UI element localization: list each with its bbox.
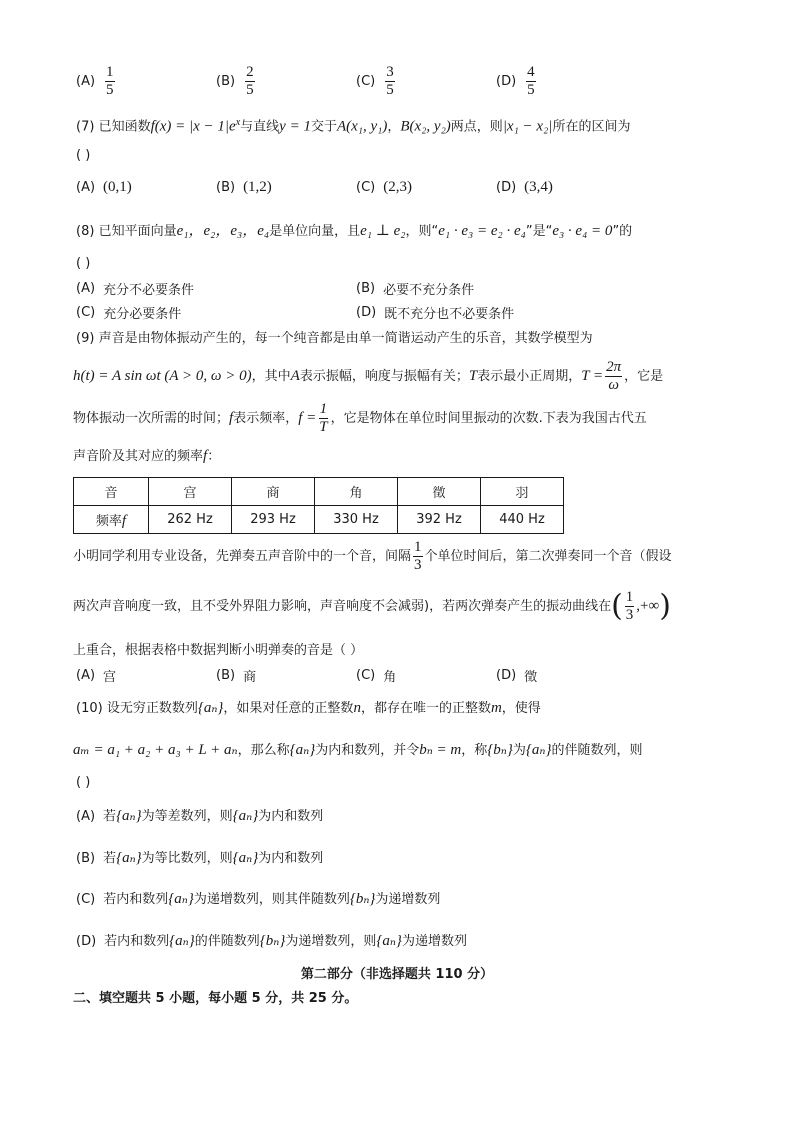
q8-option-a[interactable]: [76, 279, 194, 298]
denominator: 5: [246, 82, 254, 98]
sequence: {aₙ}: [232, 808, 259, 824]
q8-option-b[interactable]: [356, 279, 474, 298]
q8-option-d[interactable]: [356, 303, 514, 322]
sequence: {bₙ}: [259, 933, 286, 949]
sequence: {aₙ}: [116, 850, 142, 866]
frequency-table: [73, 477, 564, 534]
var-f: f: [229, 410, 234, 426]
denominator: 3: [625, 607, 634, 623]
sequence-a: {aₙ}: [525, 742, 552, 758]
stem-text: 与直线: [240, 119, 280, 135]
table-header-cell: 宫: [149, 478, 232, 506]
stem-text: 两点，则: [450, 119, 503, 135]
fraction: [105, 64, 115, 99]
table-cell: 262 Hz: [149, 506, 232, 534]
q10-option-b[interactable]: [76, 848, 323, 869]
stem-text: 的伴随数列，则: [551, 743, 643, 758]
stem-text: 个单位时间后，第二次弹奏同一个音（假设: [424, 549, 672, 564]
fraction: [526, 64, 536, 99]
sequence: {aₙ}: [376, 933, 402, 949]
option-label: (A): [76, 281, 96, 296]
option-value: (2,3): [383, 179, 412, 195]
numerator: 1: [625, 589, 634, 605]
sequence-a: {aₙ}: [289, 742, 316, 758]
denominator: 5: [527, 82, 535, 98]
stem-text: 物体振动一次所需的时间；: [73, 411, 230, 426]
numerator: 2: [246, 64, 254, 80]
point-b: B(x₂, y₂): [400, 118, 451, 135]
numerator: 3: [386, 64, 394, 80]
stem-text: 表示最小正周期，: [477, 369, 582, 384]
numerator: 4: [527, 64, 535, 80]
option-text: 为递增数列，则: [285, 934, 377, 949]
q10-option-d[interactable]: [76, 931, 467, 952]
stem-text: 是单位向量，且: [269, 224, 361, 239]
table-cell: 293 Hz: [232, 506, 315, 534]
stem-text: ，那么称: [237, 743, 290, 758]
option-text: 若: [103, 809, 117, 824]
sequence: {aₙ}: [232, 850, 259, 866]
period-fraction: [605, 359, 622, 394]
var-n: n: [353, 700, 361, 716]
interval-fraction: [625, 589, 635, 624]
stem-text: ，都存在唯一的正整数: [360, 701, 491, 716]
option-value: 角: [383, 670, 397, 685]
option-text: 若内和数列: [104, 934, 170, 949]
numerator: 1: [414, 539, 422, 555]
q7-stem: [76, 113, 630, 137]
var-m: m: [490, 700, 502, 716]
option-value: 充分不必要条件: [103, 283, 195, 298]
stem-text: ，它是物体在单位时间里振动的次数.下表为我国古代五: [330, 411, 647, 426]
stem-text: 所在的区间为: [552, 119, 631, 135]
option-text: 为递增数列，则其伴随数列: [193, 892, 350, 907]
sequence: {aₙ}: [168, 891, 194, 907]
frequency-fraction: [318, 401, 328, 436]
condition-1: e₁ · e₃ = e₂ · e₄: [438, 223, 526, 239]
stem-text: 声音是由物体振动产生的，每一个纯音都是由单一简谐运动产生的乐音，其数学模型为: [98, 331, 593, 346]
option-label: (C): [356, 668, 376, 683]
stem-text: 设无穷正数数列: [106, 701, 198, 716]
stem-text: ：: [207, 449, 221, 464]
point-a: A(x₁, y₁): [336, 118, 388, 135]
denominator: 3: [414, 557, 422, 573]
q9-line-1: [76, 329, 593, 349]
section-heading: 二、填空题共 5 小题，每小题 5 分，共 25 分。: [73, 991, 358, 1006]
option-label: (D): [496, 180, 517, 195]
option-label: (D): [496, 668, 517, 683]
stem-text: 小明同学利用专业设备，先弹奏五声音阶中的一个音，间隔: [73, 549, 412, 564]
option-label: (A): [76, 809, 96, 824]
option-label: (C): [356, 180, 376, 195]
option-label: (A): [76, 180, 96, 195]
exponent: x: [235, 117, 241, 128]
option-label: (C): [76, 305, 96, 320]
function-expr: f(x) = |x − 1|e: [150, 118, 236, 135]
q6-option-b[interactable]: [216, 64, 257, 99]
option-text: 为递增数列: [375, 892, 441, 907]
q6-option-a[interactable]: [76, 64, 117, 99]
table-header-cell: 角: [315, 478, 398, 506]
q9-line-2: [73, 359, 663, 394]
question-number: (7): [76, 119, 95, 135]
option-value: 充分必要条件: [103, 307, 182, 322]
table-header-row: [74, 478, 564, 506]
sequence-a: {aₙ}: [197, 700, 224, 716]
stem-text: 表示频率，: [233, 411, 299, 426]
interval-tail: ,+∞: [636, 598, 660, 614]
question-number: (9): [76, 331, 95, 346]
numerator: 2π: [606, 359, 622, 375]
stem-text: ，称: [461, 743, 488, 758]
model-expr: h(t) = A sin ωt (A > 0, ω > 0): [73, 368, 252, 384]
question-number: (8): [76, 224, 95, 239]
sequence: {bₙ}: [349, 891, 376, 907]
q6-option-c[interactable]: [356, 64, 397, 99]
interval-fraction: [413, 539, 423, 574]
option-label: (B): [216, 180, 236, 195]
q10-line-1: [76, 698, 541, 719]
option-label: (C): [76, 892, 96, 907]
table-header-cell: 徵: [398, 478, 481, 506]
option-label: (D): [496, 74, 517, 89]
option-text: 若: [103, 851, 117, 866]
q7-option-d[interactable]: [496, 179, 553, 196]
stem-text: 已知函数: [98, 119, 151, 135]
table-header-cell: 商: [232, 478, 315, 506]
q9-after-line-2: [73, 588, 671, 625]
table-cell: 392 Hz: [398, 506, 481, 534]
option-label: (B): [216, 668, 236, 683]
q9-option-a[interactable]: [76, 666, 116, 685]
numerator: 1: [319, 401, 328, 417]
vectors: e₁，e₂，e₃，e₄: [176, 223, 270, 239]
q10-option-c[interactable]: [76, 889, 440, 910]
option-label: (A): [76, 668, 96, 683]
part-two-heading: 第二部分（非选择题共 110 分）: [300, 967, 494, 982]
fraction: [245, 64, 255, 99]
option-text: 为等差数列，则: [141, 809, 233, 824]
option-label: (B): [356, 281, 376, 296]
q10-blank: ( ): [76, 775, 91, 790]
option-text: 为内和数列: [258, 809, 324, 824]
option-value: 徵: [524, 670, 538, 685]
q9-option-b[interactable]: [216, 666, 256, 685]
q8-blank: ( ): [76, 256, 91, 271]
q7-option-a[interactable]: [76, 179, 132, 196]
period-eq: T =: [581, 368, 604, 384]
numerator: 1: [106, 64, 114, 80]
stem-text: ”是“: [525, 224, 553, 239]
var-f: f: [203, 448, 208, 464]
stem-text: 为内和数列，并令: [315, 743, 420, 758]
frequency-eq: f =: [298, 410, 317, 426]
stem-text: ”的: [612, 224, 633, 239]
var-f: f: [121, 512, 127, 529]
q8-stem: [76, 221, 632, 242]
option-value: 既不充分也不必要条件: [384, 307, 515, 322]
q6-option-d[interactable]: [496, 64, 538, 99]
stem-text: ，它是: [624, 369, 664, 384]
q10-option-a[interactable]: [76, 806, 323, 827]
option-value: 宫: [103, 670, 117, 685]
table-row: [74, 506, 564, 534]
q8-option-c[interactable]: [76, 303, 181, 322]
stem-text: ，其中: [251, 369, 291, 384]
q7-blank: ( ): [76, 148, 91, 163]
option-text: 为等比数列，则: [141, 851, 233, 866]
option-label: (A): [76, 74, 96, 89]
sequence: {aₙ}: [116, 808, 142, 824]
table-row-label: [74, 506, 149, 534]
stem-text: 声音阶及其对应的频率: [73, 449, 204, 464]
stem-text: ，则“: [405, 224, 439, 239]
row-label-text: 频率: [95, 513, 122, 529]
table-header-cell: 羽: [481, 478, 564, 506]
stem-text: 已知平面向量: [98, 224, 177, 239]
var-t: T: [468, 368, 478, 384]
stem-text: 为: [512, 743, 526, 758]
option-value: 必要不充分条件: [383, 283, 475, 298]
separator: ，: [387, 119, 401, 135]
option-label: (B): [76, 851, 96, 866]
fraction: [385, 64, 395, 99]
abs-expr: |x₁ − x₂|: [502, 118, 553, 135]
denominator: 5: [386, 82, 394, 98]
option-label: (C): [356, 74, 376, 89]
option-label: (D): [356, 305, 377, 320]
var-a: A: [290, 368, 300, 384]
q10-line-2: [73, 740, 642, 761]
option-value: (3,4): [524, 179, 553, 195]
q9-after-line-1: [73, 539, 672, 574]
option-value: (1,2): [243, 179, 272, 195]
option-value: 商: [243, 670, 257, 685]
q9-after-line-3: 上重合，根据表格中数据判断小明弹奏的音是（ ）: [73, 643, 364, 658]
option-text: 的伴随数列: [194, 934, 260, 949]
q7-option-c[interactable]: [356, 179, 412, 196]
option-text: 若内和数列: [103, 892, 169, 907]
denominator: 5: [106, 82, 114, 98]
table-cell: 440 Hz: [481, 506, 564, 534]
q9-line-3: [73, 401, 647, 436]
stem-text: 两次声音响度一致，且不受外界阻力影响，声音响度不会减弱)，若两次弹奏产生的振动曲线在: [73, 599, 612, 614]
sum-expr: aₘ = a₁ + a₂ + a₃ + L + aₙ: [73, 742, 238, 758]
perp-expr: e₁ ⊥ e₂: [360, 223, 406, 239]
option-value: (0,1): [103, 179, 132, 195]
condition-2: e₃ · e₄ = 0: [552, 223, 613, 239]
q9-option-c[interactable]: [356, 666, 396, 685]
stem-text: ，使得: [501, 701, 541, 716]
sequence-b: {bₙ}: [487, 742, 513, 758]
option-label: (D): [76, 934, 97, 949]
q7-option-b[interactable]: [216, 179, 272, 196]
stem-text: 表示振幅，响度与振幅有关；: [299, 369, 469, 384]
paren-right: ): [659, 588, 671, 624]
sequence: {aₙ}: [169, 933, 195, 949]
q9-option-d[interactable]: [496, 666, 537, 685]
option-text: 为递增数列: [401, 934, 467, 949]
option-label: (B): [216, 74, 236, 89]
stem-text: 交于: [310, 119, 337, 135]
denominator: T: [319, 419, 328, 435]
table-header-cell: 音: [74, 478, 149, 506]
table-cell: 330 Hz: [315, 506, 398, 534]
denominator: ω: [608, 377, 619, 393]
stem-text: ，如果对任意的正整数: [223, 701, 354, 716]
paren-left: (: [611, 588, 623, 624]
line-equation: y = 1: [279, 118, 311, 135]
b-eq: bₙ = m: [419, 742, 462, 758]
question-number: (10): [76, 701, 103, 716]
q9-line-4: [73, 446, 220, 467]
option-text: 为内和数列: [258, 851, 324, 866]
